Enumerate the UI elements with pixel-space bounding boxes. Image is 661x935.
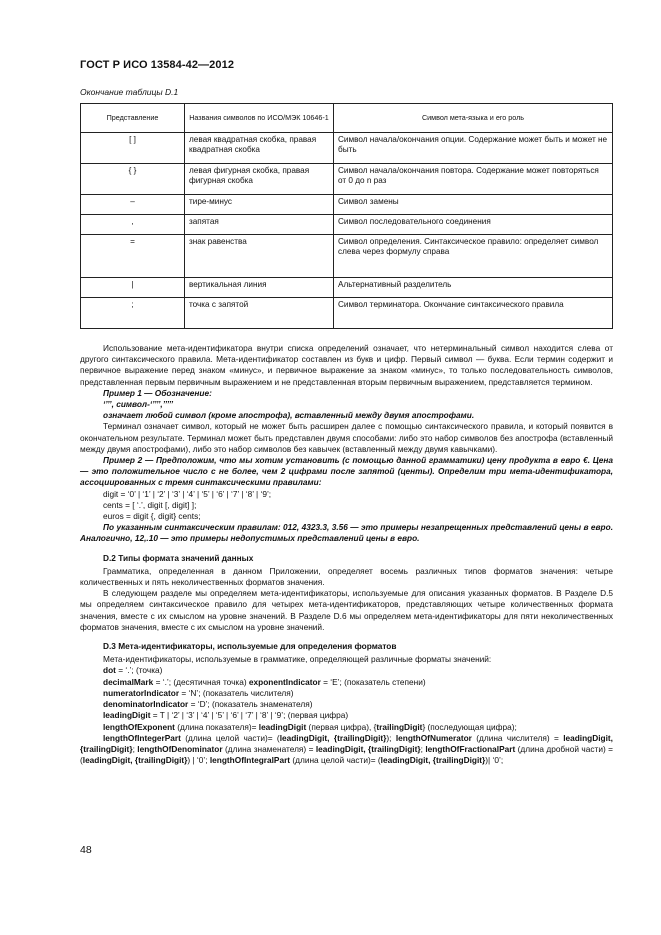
example-title: Пример 1 — Обозначение: [103,387,212,398]
table-cell: точка с запятой [185,298,334,329]
paragraph: Использование мета-идентификатора внутри списка определений означает, что нетерминальный символ находится слева от другого синтаксического правила. Мета-идентификатор составлен из букв и цифр. Первый символ — буква. Если термин содержит и первичное выражение перед знаком «минус», и первичное выражение за знаком «минус», то только последовательность символов, представленная первым первичным выражением и не представленная вторым первичным выражением, представляется термином. [80,343,613,387]
document-header: ГОСТ Р ИСО 13584-42—2012 [80,59,235,71]
table-row [81,278,613,298]
definition-key: denominatorIndicator [103,699,189,710]
definition-line [80,677,613,688]
example-code: ‘’’’, символ-‘’’’’,’’’’’ [103,399,174,410]
definition-value: (длина показателя)= [174,721,259,732]
table-header-row [81,104,613,133]
table-row [81,235,613,278]
table-cell: { } [81,164,185,195]
definition-key: leadingDigit, {trailingDigit} [82,755,188,766]
table-cell: Альтернативный разделитель [334,278,613,298]
syntax-rule: cents = [ ‘.’, digit [, digit] ]; [103,499,197,510]
paragraph: Грамматика, определенная в данном Приложении, определяет восемь различных типов форматов значения: четыре количественных и пять неколичественных форматов значения. [80,565,613,588]
column-header: Названия символов по ИСО/МЭК 10646-1 [185,104,334,133]
definition-key: lengthOfDenominator [137,743,223,754]
definition-key: lengthOfNumerator [395,732,472,743]
definition-key: lengthOfFractionalPart [425,743,516,754]
definition-key: exponentIndicator [248,676,321,687]
column-header: Представление [81,104,185,133]
definition-value: )| ‘0’; [485,755,504,766]
definition-key: lengthOfIntegerPart [103,732,181,743]
table-cell: запятая [185,215,334,235]
definition-key: lengthOfExponent [103,721,175,732]
section-heading: D.3 Мета-идентификаторы, используемые для определения форматов [103,641,397,652]
definition-value: (длина целой части)= ( [290,755,381,766]
table-row [81,195,613,215]
definition-value: (длина целой части)= ( [180,732,280,743]
table-cell: знак равенства [185,235,334,278]
table-cell: Символ последовательного соединения [334,215,613,235]
example-text: Пример 2 — Предположим, что мы хотим установить (с помощью данной грамматики) цену продукта в евро €. Цена — это положительное число с не более, чем 2 цифрами после запятой (центы). Определим три мета-идентификатора, ассоциированных с тремя синтаксическими правилами: [80,455,613,488]
definition-value: = ‘E’; (показатель степени) [320,676,426,687]
definition-value: ; [420,743,426,754]
definition-value: = T | ‘2’ | ‘3’ | ‘4’ | ‘5’ | ‘6’ | ‘7’ | ‘8’ | ‘9’; (первая цифра) [150,710,349,721]
table-cell: = [81,235,185,278]
definition-key: numeratorIndicator [103,687,180,698]
symbols-table [80,103,613,329]
definition-line [80,722,613,733]
definition-line [80,710,613,721]
table-cell: Символ замены [334,195,613,215]
table-row [81,215,613,235]
definition-line [80,699,613,710]
definition-key: leadingDigit [258,721,307,732]
definition-key: dot [103,665,116,676]
table-cell: | [81,278,185,298]
definition-line [80,688,613,699]
definition-value: (длина знаменателя) = [222,743,316,754]
page-number: 48 [80,844,92,856]
table-cell: ; [81,298,185,329]
definition-key: leadingDigit, {trailingDigit} [380,755,486,766]
definition-value: = ‘.’; (десятичная точка) [153,676,249,687]
table-cell: Символ начала/окончания повтора. Содержание может повторяться от 0 до n раз [334,164,613,195]
example-text: По указанным синтаксическим правилам: 012, 4323.3, 3.56 — это примеры незапрещенных представлений цены в евро. Аналогично, 12,.10 — это примеры недопустимых представлений цены в евро. [80,522,613,544]
table-cell: вертикальная линия [185,278,334,298]
definition-value: (длина числителя) = [471,732,564,743]
definition-key: leadingDigit, {trailingDigit} [315,743,421,754]
definition-value: = ‘D’; (показатель знаменателя) [188,699,313,710]
table-cell: [ ] [81,133,185,164]
definition-value: ); [386,732,396,743]
definition-paragraph [80,733,613,767]
table-cell: тире-минус [185,195,334,215]
table-cell: левая квадратная скобка, правая квадратная скобка [185,133,334,164]
definition-value: } (последующая цифра); [422,721,517,732]
definition-value: ) | ‘0’; [187,755,210,766]
syntax-rule: digit = ‘0’ | ‘1’ | ‘2’ | ‘3’ | ‘4’ | ‘5’ | ‘6’ | ‘7’ | ‘8’ | ‘9’; [103,488,272,499]
definition-line [80,665,613,676]
definition-value: = ‘N’; (показатель числителя) [179,687,294,698]
section-heading: D.2 Типы формата значений данных [103,552,254,563]
definition-key: lengthOfIntegralPart [209,755,291,766]
definition-value: = ‘.’; (точка) [115,665,163,676]
table-cell: , [81,215,185,235]
example-text: означает любой символ (кроме апострофа), вставленный между двумя апострофами. [103,410,475,421]
syntax-rule: euros = digit {, digit} cents; [103,511,201,522]
definition-key: leadingDigit [103,710,151,721]
paragraph: Мета-идентификаторы, используемые в грамматике, определяющей различные форматы значений: [103,654,492,665]
table-caption: Окончание таблицы D.1 [80,87,179,97]
definition-key: trailingDigit [376,721,423,732]
column-header: Символ мета-языка и его роль [334,104,613,133]
definition-value: (первая цифра), { [306,721,377,732]
table-cell: Символ начала/окончания опции. Содержание может быть и может не быть [334,133,613,164]
definition-value: (длина дробной части) = ( [80,743,613,766]
paragraph: Терминал означает символ, который не может быть расширен далее с помощью синтаксического правила, и который появится в окончательном результате. Терминал может быть представлен двумя способами: либо это набор символов без апострофа (вставленный между двумя апострофами), либо это набор символов без кавычек (вставленный между двумя кавычками). [80,421,613,454]
paragraph: В следующем разделе мы определяем мета-идентификаторы, используемые для описания указанных форматов. В Разделе D.5 мы определяем синтаксическое правило для четырех мета-идентификаторов, представляющих четыре количественных формата значения, вместе с их смыслом на уровне значений. В Разделе D.6 мы определяем мета-идентификаторы для пяти неколичественных форматов значения, вместе с их смыслом на уровне значений. [80,588,613,632]
table-cell: Символ терминатора. Окончание синтаксического правила [334,298,613,329]
definition-key: leadingDigit, {trailingDigit} [80,732,613,754]
table-row [81,298,613,329]
body-text [80,343,613,766]
table-row [81,164,613,195]
table-cell: Символ определения. Синтаксическое правило: определяет символ слева через формулу справа [334,235,613,278]
definition-value: ; [132,743,138,754]
definition-key: decimalMark [103,676,154,687]
table-row [81,133,613,164]
table-cell: левая фигурная скобка, правая фигурная скобка [185,164,334,195]
definition-key: leadingDigit, {trailingDigit} [279,732,387,743]
table-cell: – [81,195,185,215]
